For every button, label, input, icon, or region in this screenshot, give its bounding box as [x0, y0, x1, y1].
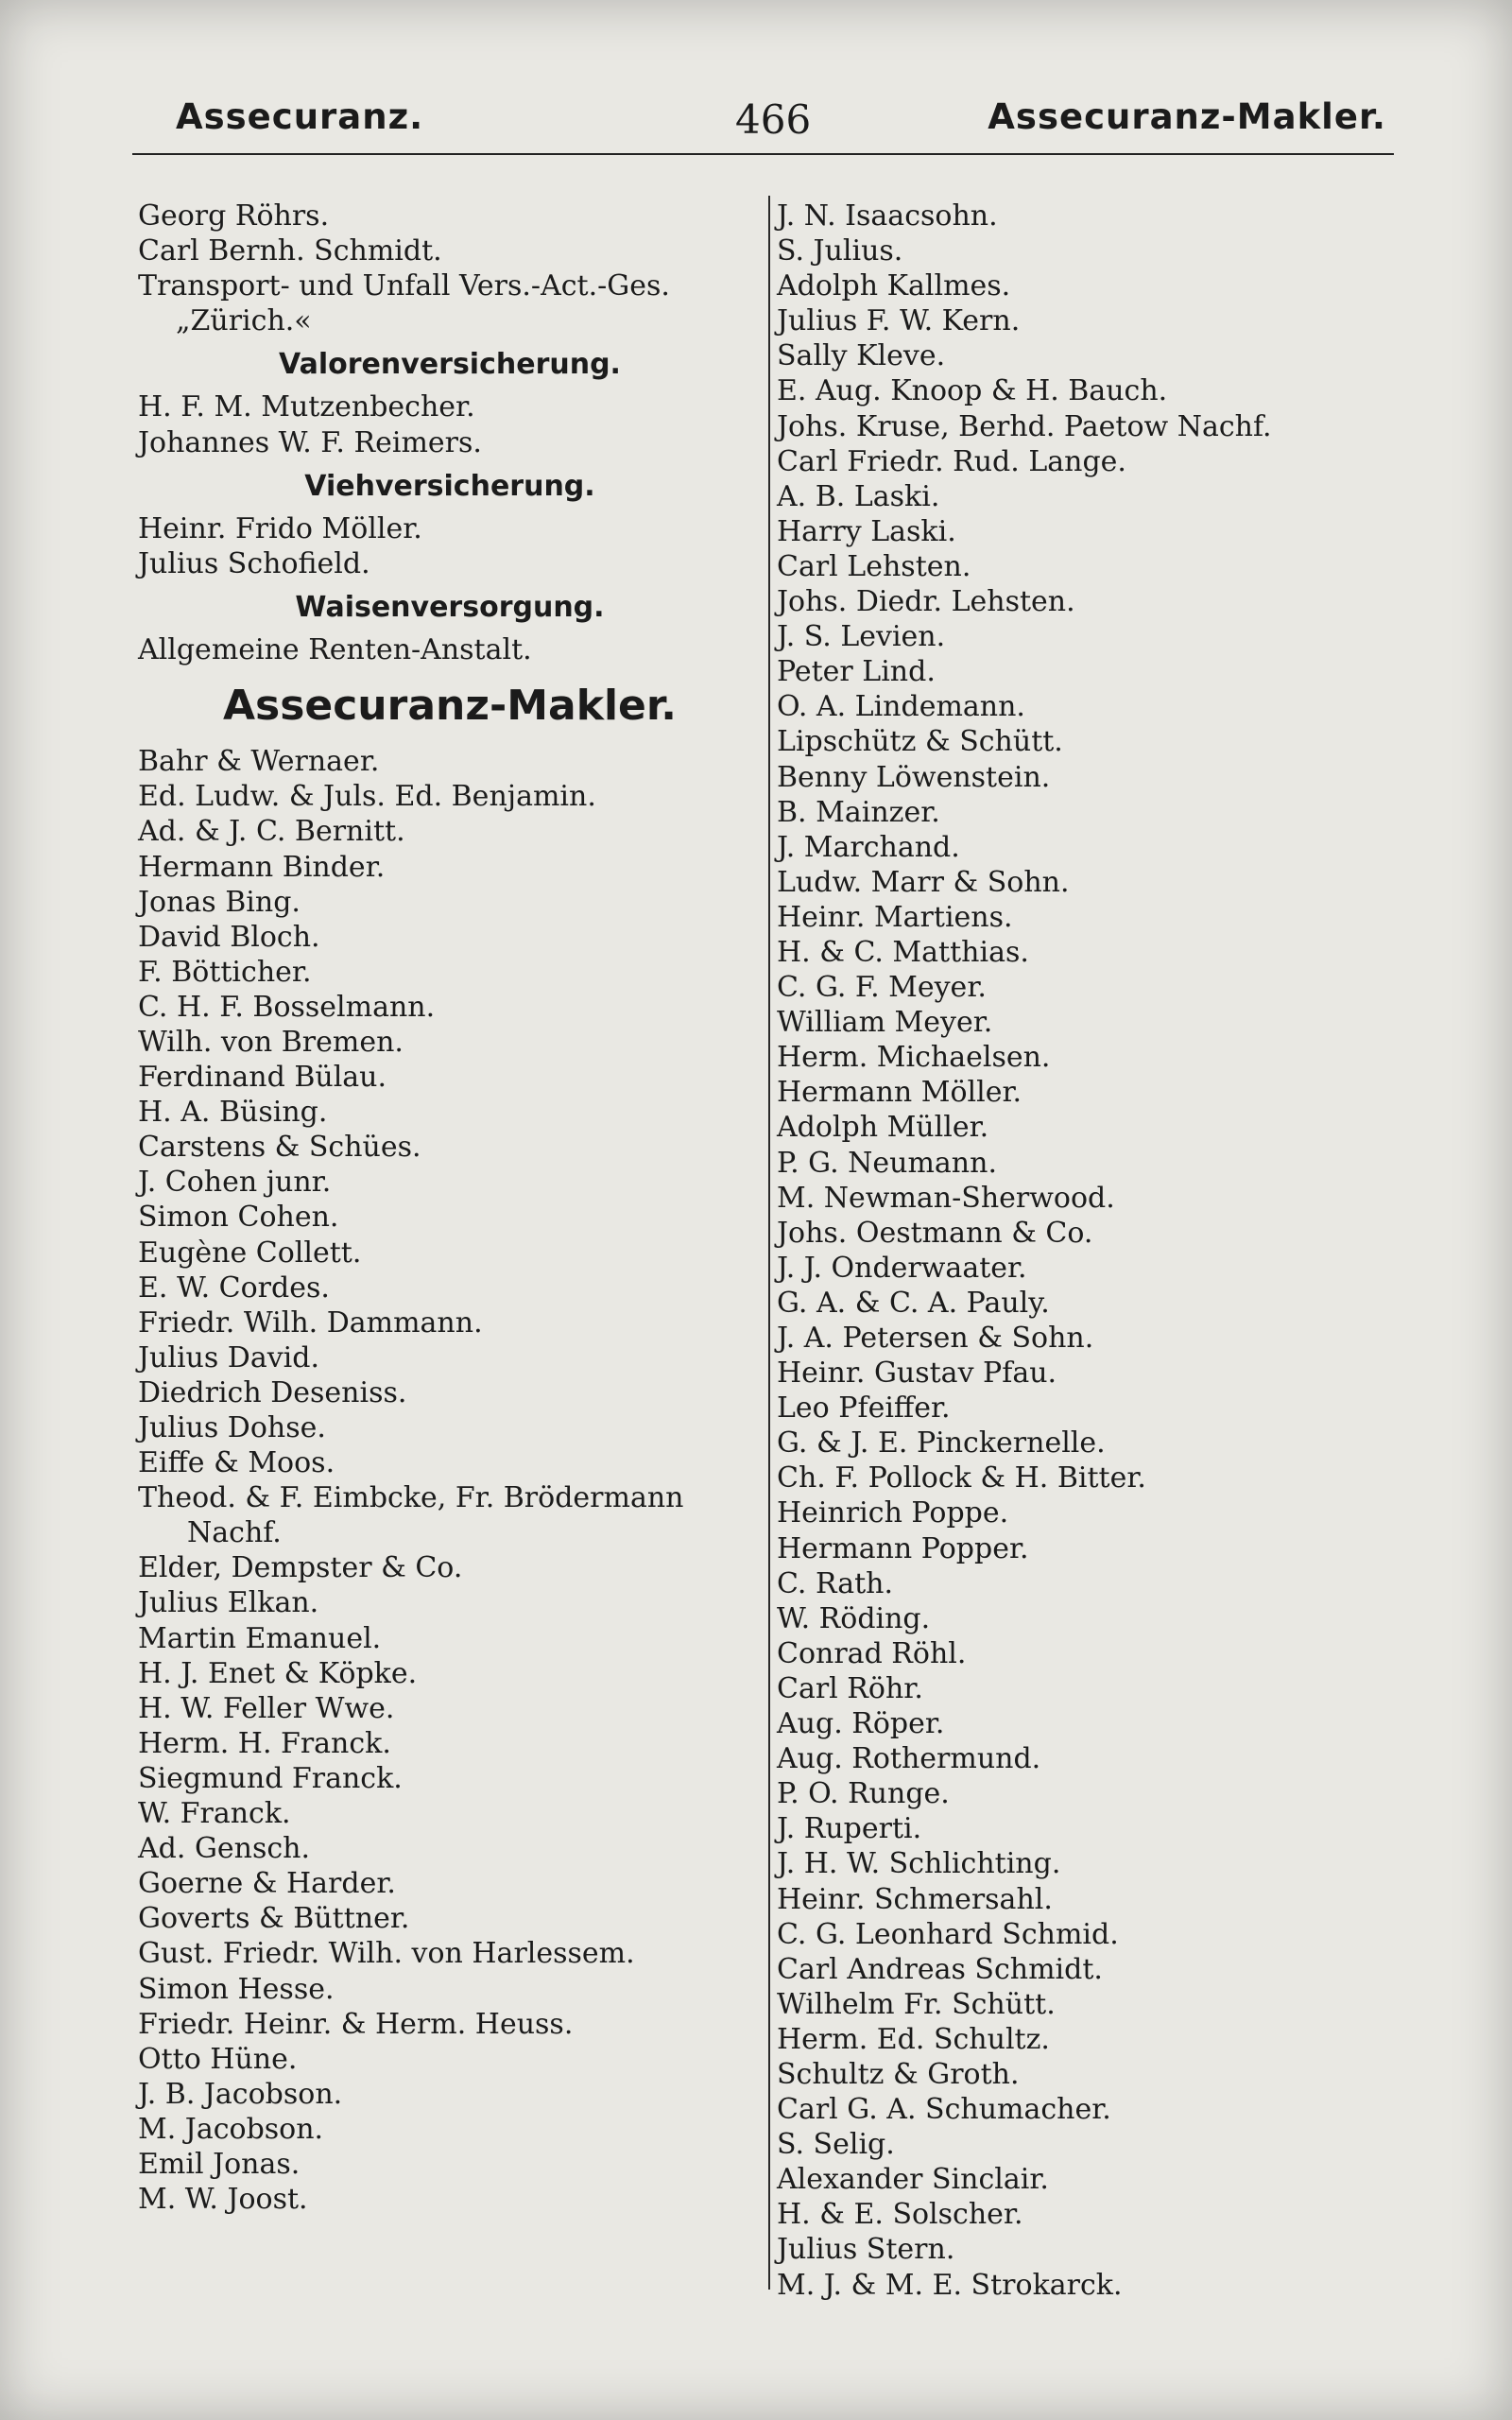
list-entry: Friedr. Heinr. & Herm. Heuss. — [138, 2007, 574, 2041]
list-entry: Sally Kleve. — [777, 339, 946, 373]
list-entry: M. Jacobson. — [138, 2112, 324, 2146]
list-entry: Friedr. Wilh. Dammann. — [138, 1305, 483, 1340]
list-entry: G. & J. E. Pinckernelle. — [777, 1426, 1106, 1461]
list-entry: J. A. Petersen & Sohn. — [777, 1322, 1094, 1355]
list-entry: Leo Pfeiffer. — [777, 1392, 951, 1426]
list-entry: Ch. F. Pollock & H. Bitter. — [777, 1461, 1146, 1495]
section-heading: Valorenversicherung. — [279, 348, 621, 382]
list-entry: William Meyer. — [777, 1006, 993, 1040]
list-entry: A. B. Laski. — [777, 479, 940, 513]
list-entry: Transport- und Unfall Vers.-Act.-Ges. — [138, 269, 670, 303]
list-entry: W. Franck. — [138, 1797, 291, 1831]
list-entry: Johannes W. F. Reimers. — [138, 425, 482, 459]
list-entry: S. Julius. — [777, 234, 903, 268]
list-entry: H. F. M. Mutzenbecher. — [138, 390, 475, 424]
list-entry: C. H. F. Bosselmann. — [138, 990, 436, 1024]
list-entry: Harry Laski. — [777, 514, 956, 548]
list-entry: Goverts & Büttner. — [138, 1902, 410, 1936]
list-entry: E. W. Cordes. — [138, 1270, 330, 1305]
list-entry: Lipschütz & Schütt. — [777, 725, 1063, 759]
list-entry: Simon Cohen. — [138, 1201, 339, 1235]
list-entry: Carl Lehsten. — [777, 549, 971, 583]
list-entry: C. Rath. — [777, 1566, 894, 1600]
list-entry: Peter Lind. — [777, 655, 936, 689]
list-entry: Hermann Binder. — [138, 850, 386, 884]
list-entry: Conrad Röhl. — [777, 1636, 967, 1670]
list-entry: Heinr. Schmersahl. — [777, 1882, 1053, 1916]
list-entry: Ludw. Marr & Sohn. — [777, 865, 1070, 899]
list-entry: Ferdinand Bülau. — [138, 1061, 387, 1095]
left-column — [138, 199, 762, 2217]
list-entry: H. & E. Solscher. — [777, 2198, 1023, 2232]
list-entry: H. & C. Matthias. — [777, 935, 1029, 969]
list-entry: Bahr & Wernaer. — [138, 745, 380, 779]
list-entry: Benny Löwenstein. — [777, 760, 1051, 794]
list-entry: O. A. Lindemann. — [777, 690, 1025, 724]
list-entry: H. A. Büsing. — [138, 1096, 328, 1130]
header-right-title: Assecuranz-Makler. — [988, 96, 1386, 137]
list-entry: Carl Bernh. Schmidt. — [138, 234, 442, 268]
list-entry: Hermann Popper. — [777, 1531, 1029, 1565]
list-entry: Martin Emanuel. — [138, 1621, 382, 1655]
list-entry: Carl Andreas Schmidt. — [777, 1952, 1103, 1986]
list-entry: P. G. Neumann. — [777, 1146, 997, 1180]
list-entry: „Zürich.« — [176, 304, 312, 338]
list-entry: J. N. Isaacsohn. — [777, 199, 998, 233]
list-entry: Johs. Diedr. Lehsten. — [777, 585, 1075, 619]
list-entry: M. W. Joost. — [138, 2183, 308, 2217]
list-entry: Julius Stern. — [777, 2233, 955, 2267]
list-entry: Carl Friedr. Rud. Lange. — [777, 444, 1126, 478]
list-entry: Gust. Friedr. Wilh. von Harlessem. — [138, 1937, 635, 1971]
right-column — [777, 199, 1438, 2303]
page-header — [132, 96, 1394, 155]
list-entry: Herm. Michaelsen. — [777, 1041, 1051, 1075]
list-entry: Johs. Kruse, Berhd. Paetow Nachf. — [777, 409, 1272, 443]
list-entry: Adolph Müller. — [777, 1111, 989, 1145]
list-entry: Julius F. W. Kern. — [777, 304, 1021, 338]
list-entry: W. Röding. — [777, 1601, 931, 1635]
list-entry: Hermann Möller. — [777, 1076, 1022, 1110]
list-entry: Emil Jonas. — [138, 2147, 301, 2181]
list-entry: Eiffe & Moos. — [138, 1446, 335, 1480]
list-entry: Aug. Rothermund. — [777, 1742, 1041, 1776]
list-entry: Siegmund Franck. — [138, 1761, 403, 1795]
list-entry: Eugène Collett. — [138, 1236, 362, 1270]
list-entry: J. Marchand. — [777, 830, 960, 864]
list-entry: Julius Elkan. — [138, 1586, 319, 1620]
list-entry: Julius Dohse. — [138, 1411, 326, 1444]
list-entry: Carl G. A. Schumacher. — [777, 2093, 1111, 2127]
list-entry: Johs. Oestmann & Co. — [777, 1216, 1093, 1250]
list-entry: Theod. & F. Eimbcke, Fr. Brödermann — [138, 1481, 684, 1515]
list-entry: B. Mainzer. — [777, 795, 940, 829]
list-entry: Goerne & Harder. — [138, 1867, 396, 1901]
list-entry: Heinr. Martiens. — [777, 900, 1013, 934]
list-entry: F. Bötticher. — [138, 955, 312, 989]
list-entry: Adolph Kallmes. — [777, 269, 1011, 303]
list-entry: Ad. & J. C. Bernitt. — [138, 815, 405, 849]
list-entry: Carstens & Schües. — [138, 1131, 421, 1165]
list-entry: Simon Hesse. — [138, 1972, 335, 2006]
list-entry: Heinr. Gustav Pfau. — [777, 1357, 1057, 1391]
list-entry: Jonas Bing. — [138, 885, 301, 919]
list-entry: S. Selig. — [777, 2128, 895, 2162]
list-entry: Georg Röhrs. — [138, 199, 330, 233]
list-entry: H. W. Feller Wwe. — [138, 1691, 395, 1725]
list-entry: J. B. Jacobson. — [138, 2077, 343, 2111]
list-entry: Heinrich Poppe. — [777, 1496, 1009, 1530]
list-entry: Julius David. — [138, 1340, 320, 1374]
list-entry: G. A. & C. A. Pauly. — [777, 1286, 1050, 1320]
list-entry: David Bloch. — [138, 920, 320, 954]
column-divider — [768, 196, 770, 2290]
list-entry: J. Ruperti. — [777, 1812, 922, 1846]
list-entry: H. J. Enet & Köpke. — [138, 1656, 418, 1690]
header-left-title: Assecuranz. — [176, 96, 424, 137]
list-entry: Wilh. von Bremen. — [138, 1025, 404, 1059]
page-number: 466 — [735, 96, 812, 143]
list-entry: J. Cohen junr. — [138, 1166, 332, 1200]
list-entry: M. Newman-Sherwood. — [777, 1181, 1115, 1215]
section-main-heading: Assecuranz-Makler. — [222, 682, 678, 731]
list-entry: Otto Hüne. — [138, 2042, 298, 2076]
list-entry: Schultz & Groth. — [777, 2057, 1020, 2091]
list-entry: Julius Schofield. — [138, 546, 370, 580]
list-entry: J. J. Onderwaater. — [777, 1251, 1027, 1285]
list-entry: Carl Röhr. — [777, 1671, 923, 1705]
list-entry: E. Aug. Knoop & H. Bauch. — [777, 374, 1168, 408]
list-entry: Herm. Ed. Schultz. — [777, 2022, 1050, 2056]
list-entry: J. S. Levien. — [777, 620, 946, 654]
list-entry: Aug. Röper. — [777, 1707, 945, 1741]
list-entry: Wilhelm Fr. Schütt. — [777, 1987, 1056, 2021]
list-entry: Diedrich Deseniss. — [138, 1375, 407, 1409]
list-entry: C. G. Leonhard Schmid. — [777, 1917, 1119, 1951]
list-entry: M. J. & M. E. Strokarck. — [777, 2268, 1123, 2302]
section-heading: Waisenversorgung. — [295, 590, 605, 624]
list-entry: J. H. W. Schlichting. — [777, 1847, 1061, 1881]
list-entry: Nachf. — [187, 1516, 282, 1550]
section-heading: Viehversicherung. — [304, 469, 595, 503]
list-entry: Ed. Ludw. & Juls. Ed. Benjamin. — [138, 780, 596, 814]
list-entry: Alexander Sinclair. — [777, 2163, 1049, 2197]
list-entry: Elder, Dempster & Co. — [138, 1551, 463, 1585]
list-entry: P. O. Runge. — [777, 1777, 950, 1811]
list-entry: Herm. H. Franck. — [138, 1726, 391, 1760]
list-entry: C. G. F. Meyer. — [777, 971, 987, 1005]
list-entry: Heinr. Frido Möller. — [138, 511, 422, 545]
list-entry: Allgemeine Renten-Anstalt. — [138, 633, 532, 667]
list-entry: Ad. Gensch. — [138, 1832, 311, 1866]
